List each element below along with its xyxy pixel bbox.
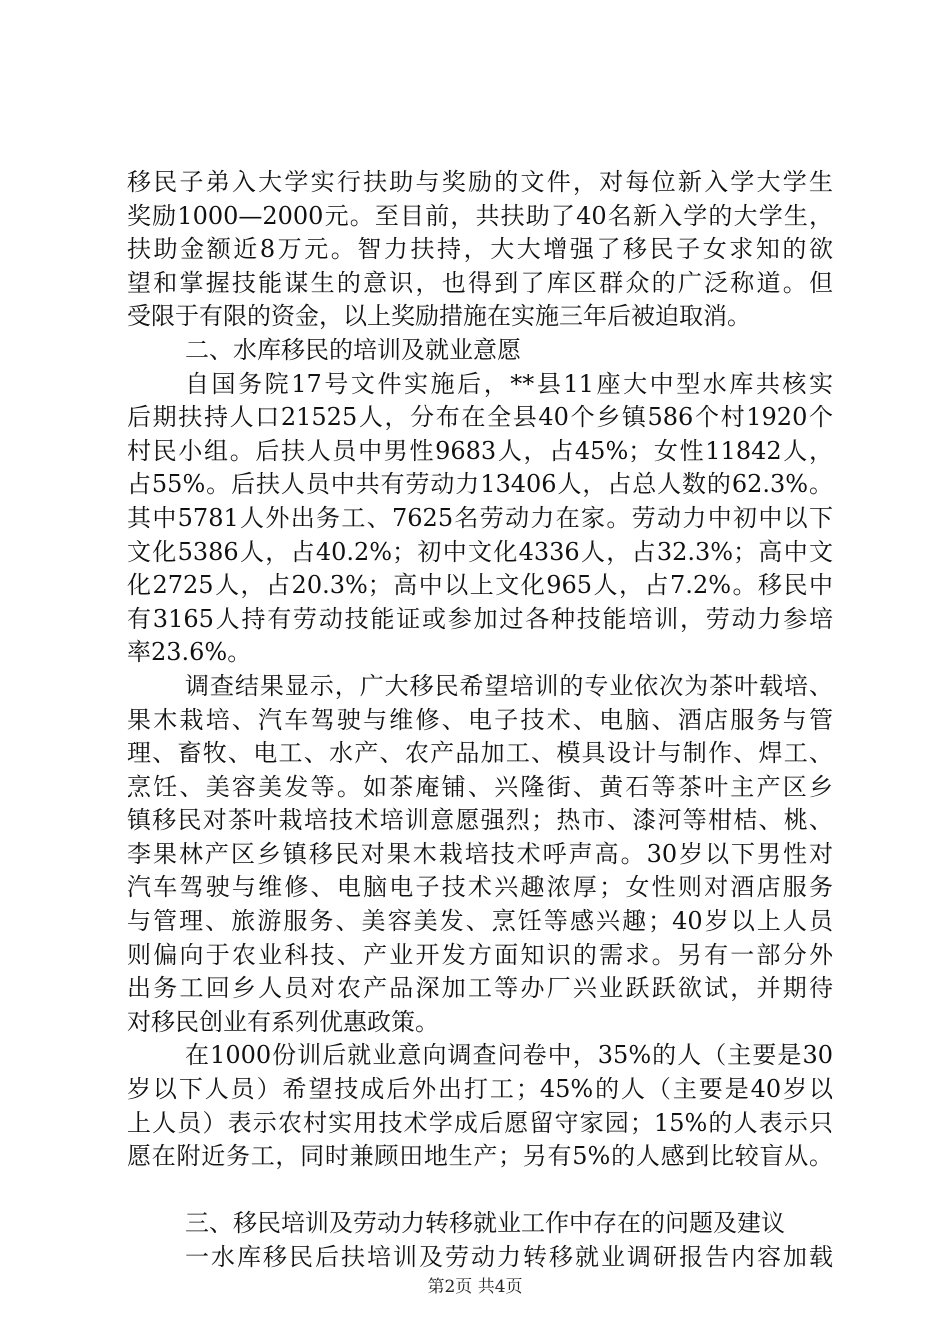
text-line: 文化5386人，占40.2%；初中文化4336人，占32.3%；高中文 bbox=[127, 537, 833, 566]
text-line: 愿在附近务工，同时兼顾田地生产；另有5%的人感到比较盲从。 bbox=[127, 1142, 833, 1171]
text-line: 望和掌握技能谋生的意识，也得到了库区群众的广泛称道。但 bbox=[127, 268, 833, 297]
text-line: 岁以下人员）希望技成后外出打工；45%的人（主要是40岁以 bbox=[127, 1075, 833, 1104]
text-line: 有3165人持有劳动技能证或参加过各种技能培训，劳动力参培 bbox=[127, 604, 833, 633]
text-line: 自国务院17号文件实施后，**县11座大中型水库共核实 bbox=[185, 369, 833, 398]
text-line: 汽车驾驶与维修、电脑电子技术兴趣浓厚；女性则对酒店服务 bbox=[127, 873, 833, 902]
document-body bbox=[127, 166, 833, 1275]
text-line: 化2725人，占20.3%；高中以上文化965人，占7.2%。移民中 bbox=[127, 571, 833, 600]
text-line: 在1000份训后就业意向调查问卷中，35%的人（主要是30 bbox=[185, 1041, 833, 1070]
text-line: 出务工回乡人员对农产品深加工等办厂兴业跃跃欲试，并期待 bbox=[127, 974, 833, 1003]
text-line: 奖励1000—2000元。至目前，共扶助了40名新入学的大学生， bbox=[127, 201, 833, 230]
text-line: 果木栽培、汽车驾驶与维修、电子技术、电脑、酒店服务与管 bbox=[127, 705, 833, 734]
text-line: 一水库移民后扶培训及劳动力转移就业调研报告内容加载 bbox=[185, 1243, 833, 1271]
text-line: 扶助金额近8万元。智力扶持，大大增强了移民子女求知的欲 bbox=[127, 235, 833, 264]
text-line: 占55%。后扶人员中共有劳动力13406人，占总人数的62.3%。 bbox=[127, 470, 833, 499]
text-line: 其中5781人外出务工、7625名劳动力在家。劳动力中初中以下 bbox=[127, 503, 833, 532]
text-line: 率23.6%。 bbox=[127, 638, 252, 667]
text-line: 移民子弟入大学实行扶助与奖励的文件，对每位新入学大学生 bbox=[127, 168, 833, 196]
text-line: 与管理、旅游服务、美容美发、烹饪等感兴趣；40岁以上人员 bbox=[127, 907, 833, 936]
text-line: 上人员）表示农村实用技术学成后愿留守家园；15%的人表示只 bbox=[127, 1108, 833, 1137]
text-line: 则偏向于农业科技、产业开发方面知识的需求。另有一部分外 bbox=[127, 940, 833, 969]
text-line: 二、水库移民的培训及就业意愿 bbox=[185, 335, 521, 364]
text-line: 三、移民培训及劳动力转移就业工作中存在的问题及建议 bbox=[185, 1209, 785, 1238]
page-footer: 第2页 共4页 bbox=[427, 1277, 523, 1297]
text-line: 镇移民对茶叶栽培技术培训意愿强烈；热市、漆河等柑桔、桃、 bbox=[127, 806, 833, 835]
text-line: 对移民创业有系列优惠政策。 bbox=[127, 1007, 439, 1036]
text-line: 烹饪、美容美发等。如茶庵铺、兴隆街、黄石等茶叶主产区乡 bbox=[127, 772, 833, 801]
text-line: 受限于有限的资金，以上奖励措施在实施三年后被迫取消。 bbox=[127, 302, 751, 331]
text-line: 村民小组。后扶人员中男性9683人，占45%；女性11842人， bbox=[127, 436, 833, 465]
text-line: 理、畜牧、电工、水产、农产品加工、模具设计与制作、焊工、 bbox=[127, 739, 833, 768]
text-line: 后期扶持人口21525人，分布在全县40个乡镇586个村1920个 bbox=[127, 403, 833, 432]
text-line: 调查结果显示，广大移民希望培训的专业依次为茶叶载培、 bbox=[185, 671, 833, 700]
text-line: 李果林产区乡镇移民对果木栽培技术呼声高。30岁以下男性对 bbox=[127, 839, 833, 868]
text-line bbox=[127, 1174, 833, 1208]
